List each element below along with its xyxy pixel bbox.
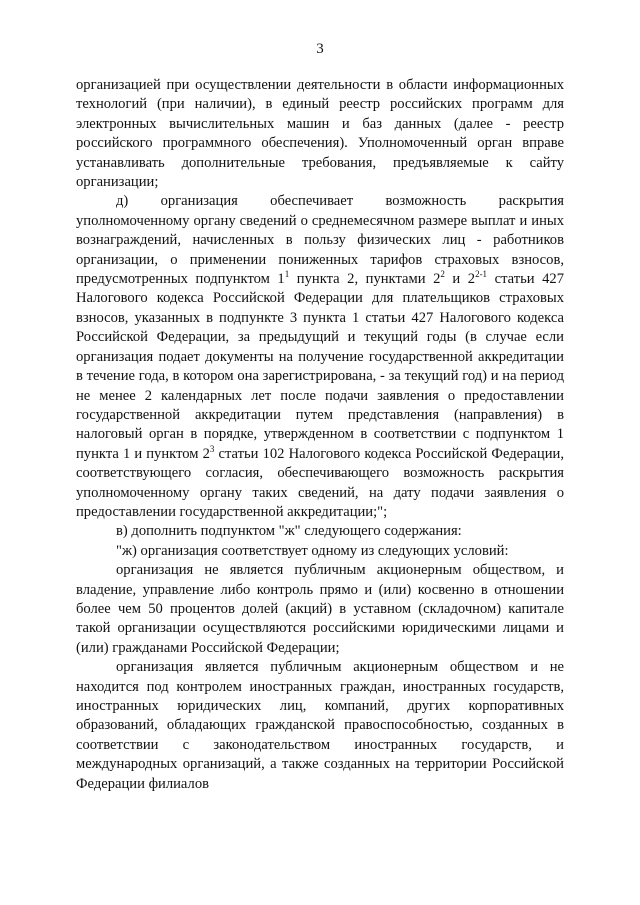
paragraph-text: организацией при осуществлении деятельности в области информационных технологий (при наличии), в единый реестр российских программ для электронных вычислительных машин и баз данных (далее - реестр российского программного обеспечения). Уполномоченный орган вправе устанавливать дополнительные требования, предъявляемые к сайту организации; — [76, 77, 564, 191]
paragraph — [76, 542, 564, 561]
document-body — [76, 76, 564, 794]
page-number: 3 — [316, 41, 324, 57]
paragraph — [76, 192, 564, 522]
superscript-index: 3 — [209, 443, 215, 454]
paragraph — [76, 561, 564, 658]
superscript-index: 2-1 — [475, 269, 488, 280]
paragraph — [76, 658, 564, 794]
paragraph-text: статьи 102 Налогового кодекса Российской Федерации, соответствующего согласия, обеспечивающего возможность раскрытия уполномоченному органу таких сведений, на дату подачи заявления о предоставлении государственной аккредитации;"; — [76, 445, 564, 520]
paragraph-text: пункта 2, пунктами 2 — [289, 271, 441, 288]
paragraph — [76, 522, 564, 541]
paragraph-text: "ж) организация соответствует одному из следующих условий: — [116, 542, 509, 559]
paragraph-text: организация не является публичным акционерным обществом, и владение, управление либо контроль прямо и (или) косвенно в отношении более чем 50 процентов долей (акций) в уставном (складочном) капитале такой организации осуществляются российскими юридическими лицами и (или) гражданами Российской Федерации; — [76, 562, 564, 656]
paragraph-text: организация является публичным акционерным обществом и не находится под контролем иностранных граждан, иностранных государств, иностранных юридических лиц, компаний, других корпоративных образований, обладающих гражданской правоспособностью, созданных в соответствии с законодательством иностранных государств, и международных организаций, а также созданных на территории Российской Федерации филиалов — [76, 659, 564, 792]
superscript-index: 1 — [284, 269, 290, 280]
paragraph-text: и 2 — [444, 271, 476, 288]
paragraph — [76, 76, 564, 192]
paragraph-text: статьи 427 Налогового кодекса Российской Федерации для плательщиков страховых взносов, указанных в подпункте 3 пункта 1 статьи 427 Налогового кодекса Российской Федерации, за предыдущий и текущий годы (в случае если организация подает документы на получение государственной аккредитации в течение года, в котором она зарегистрирована, - за текущий год) и на период не менее 2 календарных лет после подачи заявления о предоставлении государственной аккредитации путем представления (направления) в налоговый орган в порядке, утвержденном в соответствии с подпунктом 1 пункта 1 и пунктом 2 — [76, 271, 565, 462]
paragraph-text: д) организация обеспечивает возможность раскрытия уполномоченному органу сведений о среднемесячном размере выплат и иных вознаграждений, начисленных в пользу физических лиц - работников организации, о применении пониженных тарифов страховых взносов, предусмотренных подпунктом 1 — [76, 193, 564, 288]
superscript-index: 2 — [440, 269, 445, 280]
paragraph-text: в) дополнить подпунктом "ж" следующего содержания: — [116, 523, 462, 540]
